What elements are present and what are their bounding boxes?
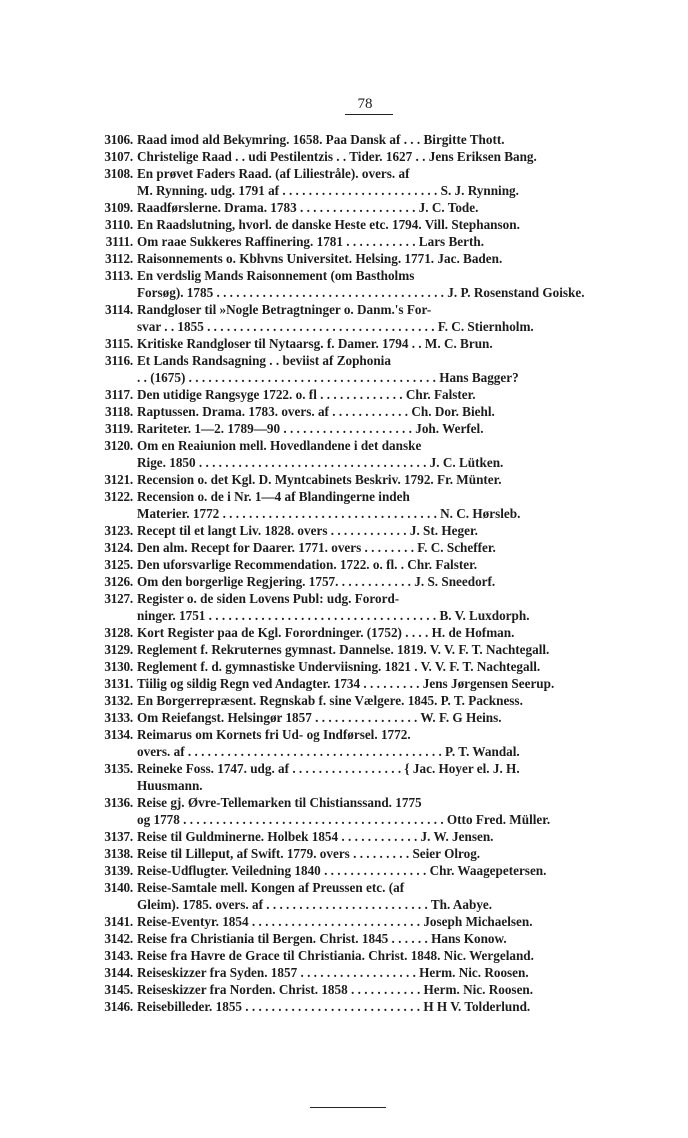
catalog-entry [0,471,688,488]
entry-line [0,182,688,199]
catalog-entry [0,641,688,658]
entry-number: 3144. [104,965,133,980]
entry-number: 3142. [104,931,133,946]
catalog-entry [0,573,688,590]
entry-text: Reise til Guldminerne. Holbek 1854 . . . . . . . . . . . . J. W. Jensen. [137,829,494,844]
entry-line [0,301,688,318]
entry-number: 3124. [104,540,133,555]
entry-number: 3122. [104,489,133,504]
entry-continuation-text: . . (1675) . . . . . . . . . . . . . . . . . . . . . . . . . . . . . . . . . . . . . . Hans Bagger? [137,370,519,385]
entry-number: 3135. [104,761,133,776]
catalog-entry [0,301,688,335]
entry-continuation-text: overs. af . . . . . . . . . . . . . . . . . . . . . . . . . . . . . . . . . . . . . . . P. T. Wandal. [137,744,520,759]
entry-number: 3133. [104,710,133,725]
entry-line [0,284,688,301]
catalog-entry [0,981,688,998]
catalog-entry [0,352,688,386]
footer-rule [310,1107,386,1108]
entry-number: 3123. [104,523,133,538]
catalog-entry [0,216,688,233]
entry-text: Kort Register paa de Kgl. Forordninger. (1752) . . . . H. de Hofman. [137,625,515,640]
entry-line [0,607,688,624]
entry-continuation-text: Forsøg). 1785 . . . . . . . . . . . . . . . . . . . . . . . . . . . . . . . . . . . J. P. Rosenstand Goiske. [137,285,585,300]
entry-line [0,148,688,165]
entry-text: Raptussen. Drama. 1783. overs. af . . . . . . . . . . . . Ch. Dor. Biehl. [137,404,495,419]
entry-number: 3109. [104,200,133,215]
entry-line [0,522,688,539]
catalog-entry [0,709,688,726]
entry-line [0,675,688,692]
entry-line [0,828,688,845]
catalog-entry [0,947,688,964]
catalog-entry [0,488,688,522]
entry-text: En verdslig Mands Raisonnement (om Bastholms [137,268,415,283]
entry-text: Reglement f. Rekruternes gymnast. Dannelse. 1819. V. V. F. T. Nachtegall. [137,642,550,657]
catalog-entry [0,828,688,845]
entry-line [0,471,688,488]
entry-number: 3136. [104,795,133,810]
entry-line [0,335,688,352]
entry-text: Tiilig og sildig Regn ved Andagter. 1734 . . . . . . . . . Jens Jørgensen Seerup. [137,676,555,691]
entry-text: Om den borgerlige Regjering. 1757. . . . . . . . . . . . J. S. Sneedorf. [137,574,496,589]
entry-text: Recension o. de i Nr. 1—4 af Blandingerne indeh [137,489,410,504]
entry-line [0,573,688,590]
catalog-entry [0,165,688,199]
entry-text: Randgloser til »Nogle Betragtninger o. Danm.'s For- [137,302,432,317]
entry-line [0,913,688,930]
entry-text: Reimarus om Kornets fri Ud- og Indførsel. 1772. [137,727,411,742]
entry-line [0,947,688,964]
entry-text: Reiseskizzer fra Norden. Christ. 1858 . . . . . . . . . . . Herm. Nic. Roosen. [137,982,534,997]
entry-text: Reise fra Havre de Grace til Christiania. Christ. 1848. Nic. Wergeland. [137,948,534,963]
catalog-entry [0,658,688,675]
catalog-entry [0,879,688,913]
entry-text: Reise-Samtale mell. Kongen af Preussen etc. (af [137,880,405,895]
entry-line [0,369,688,386]
catalog-entry [0,624,688,641]
entry-text: Reise fra Christiania til Bergen. Christ. 1845 . . . . . . Hans Konow. [137,931,507,946]
entry-number: 3132. [104,693,133,708]
catalog-entry [0,930,688,947]
entry-text: Den uforsvarlige Recommendation. 1722. o. fl. . Chr. Falster. [137,557,478,572]
entry-number: 3131. [104,676,133,691]
entry-line [0,794,688,811]
entry-text: Reglement f. d. gymnastiske Underviisning. 1821 . V. V. F. T. Nachtegall. [137,659,541,674]
catalog-entry [0,522,688,539]
entry-continuation-text: svar . . 1855 . . . . . . . . . . . . . . . . . . . . . . . . . . . . . . . . . . . F. C. Stiernholm. [137,319,534,334]
entry-line [0,726,688,743]
entry-line [0,267,688,284]
entry-line [0,709,688,726]
entry-number: 3128. [104,625,133,640]
catalog-entry [0,199,688,216]
entry-text: Et Lands Randsagning . . beviist af Zophonia [137,353,391,368]
catalog-entry [0,403,688,420]
entry-number: 3107. [104,149,133,164]
entry-continuation-text: Rige. 1850 . . . . . . . . . . . . . . . . . . . . . . . . . . . . . . . . . . . J. C. Lütken. [137,455,504,470]
entry-line [0,216,688,233]
entry-line [0,896,688,913]
entry-number: 3141. [104,914,133,929]
entry-line [0,777,688,794]
entry-text: Reise gj. Øvre-Tellemarken til Chistianssand. 1775 [137,795,422,810]
catalog-entry [0,845,688,862]
entry-text: Raadførslerne. Drama. 1783 . . . . . . . . . . . . . . . . . . J. C. Tode. [137,200,479,215]
entry-line [0,998,688,1015]
entry-line [0,641,688,658]
entry-number: 3106. [104,132,133,147]
entry-text: Raisonnements o. Kbhvns Universitet. Helsing. 1771. Jac. Baden. [137,251,503,266]
entry-line [0,454,688,471]
entry-number: 3116. [105,353,133,368]
entry-line [0,811,688,828]
entry-text: En Raadslutning, hvorl. de danske Heste etc. 1794. Vill. Stephanson. [137,217,520,232]
entry-number: 3127. [104,591,133,606]
entry-number: 3112. [105,251,133,266]
entry-text: Christelige Raad . . udi Pestilentzis . . Tider. 1627 . . Jens Eriksen Bang. [137,149,537,164]
entry-text: Reise-Udflugter. Veiledning 1840 . . . . . . . . . . . . . . . . Chr. Waagepetersen. [137,863,547,878]
entry-line [0,488,688,505]
entry-line [0,743,688,760]
catalog-entry [0,675,688,692]
entry-text: Reiseskizzer fra Syden. 1857 . . . . . . . . . . . . . . . . . . Herm. Nic. Roosen. [137,965,529,980]
entry-line [0,658,688,675]
catalog-entry [0,760,688,794]
catalog-list [0,131,688,1015]
entry-number: 3146. [104,999,133,1014]
entry-text: Recension o. det Kgl. D. Myntcabinets Beskriv. 1792. Fr. Münter. [137,472,502,487]
entry-line [0,879,688,896]
entry-text: Register o. de siden Lovens Publ: udg. Forord- [137,591,400,606]
entry-number: 3125. [104,557,133,572]
entry-line [0,692,688,709]
entry-continuation-text: ninger. 1751 . . . . . . . . . . . . . . . . . . . . . . . . . . . . . . . . . . . B. V. Luxdorph. [137,608,530,623]
entry-text: Reise til Lilleput, af Swift. 1779. overs . . . . . . . . . Seier Olrog. [137,846,481,861]
entry-line [0,403,688,420]
entry-text: Raad imod ald Bekymring. 1658. Paa Dansk af . . . Birgitte Thott. [137,132,505,147]
entry-number: 3114. [105,302,133,317]
catalog-entry [0,964,688,981]
entry-line [0,556,688,573]
entry-number: 3113. [105,268,133,283]
entry-number: 3143. [104,948,133,963]
catalog-entry [0,386,688,403]
entry-number: 3119. [105,421,133,436]
entry-line [0,437,688,454]
catalog-entry [0,692,688,709]
catalog-entry [0,420,688,437]
entry-number: 3118. [105,404,133,419]
entry-line [0,539,688,556]
entry-continuation-text: og 1778 . . . . . . . . . . . . . . . . . . . . . . . . . . . . . . . . . . . . . . . . Otto Fred. Müller. [137,812,551,827]
catalog-entry [0,131,688,148]
entry-line [0,386,688,403]
entry-line [0,760,688,777]
entry-continuation-text: Gleim). 1785. overs. af . . . . . . . . . . . . . . . . . . . . . . . . . Th. Aabye. [137,897,493,912]
entry-continuation-text: Materier. 1772 . . . . . . . . . . . . . . . . . . . . . . . . . . . . . . . . . N. C. Hørsleb. [137,506,521,521]
entry-number: 3140. [104,880,133,895]
entry-line [0,862,688,879]
entry-line [0,250,688,267]
catalog-entry [0,539,688,556]
entry-text: Kritiske Randgloser til Nytaarsg. f. Damer. 1794 . . M. C. Brun. [137,336,493,351]
catalog-entry [0,862,688,879]
entry-text: Reineke Foss. 1747. udg. af . . . . . . . . . . . . . . . . . { Jac. Hoyer el. J. H. [137,761,520,776]
entry-number: 3111. [105,234,133,249]
entry-text: Den alm. Recept for Daarer. 1771. overs . . . . . . . . F. C. Scheffer. [137,540,496,555]
entry-number: 3137. [104,829,133,844]
catalog-entry [0,148,688,165]
entry-line [0,352,688,369]
catalog-entry [0,250,688,267]
entry-line [0,165,688,182]
entry-number: 3129. [104,642,133,657]
entry-number: 3120. [104,438,133,453]
entry-text: Om en Reaiunion mell. Hovedlandene i det danske [137,438,422,453]
entry-text: Reise-Eventyr. 1854 . . . . . . . . . . . . . . . . . . . . . . . . . . Joseph Michaelsen. [137,914,533,929]
catalog-entry [0,913,688,930]
entry-line [0,318,688,335]
catalog-entry [0,267,688,301]
catalog-entry [0,335,688,352]
entry-number: 3126. [104,574,133,589]
entry-line [0,233,688,250]
entry-line [0,930,688,947]
entry-continuation-text: M. Rynning. udg. 1791 af . . . . . . . . . . . . . . . . . . . . . . . . S. J. Rynning. [137,183,519,198]
entry-line [0,590,688,607]
entry-number: 3115. [105,336,133,351]
entry-line [0,845,688,862]
entry-number: 3138. [104,846,133,861]
entry-line [0,131,688,148]
entry-line [0,981,688,998]
entry-text: En prøvet Faders Raad. (af Liliestråle). overs. af [137,166,410,181]
entry-text: Reisebilleder. 1855 . . . . . . . . . . . . . . . . . . . . . . . . . . . H H V. Tolderlund. [137,999,531,1014]
page-number-rule [345,114,393,115]
entry-continuation-text: Huusmann. [137,778,203,793]
entry-text: Rariteter. 1—2. 1789—90 . . . . . . . . . . . . . . . . . . . . Joh. Werfel. [137,421,484,436]
entry-text: En Borgerrepræsent. Regnskab f. sine Vælgere. 1845. P. T. Packness. [137,693,523,708]
entry-number: 3134. [104,727,133,742]
catalog-entry [0,998,688,1015]
catalog-entry [0,556,688,573]
entry-line [0,624,688,641]
entry-number: 3130. [104,659,133,674]
catalog-entry [0,233,688,250]
entry-line [0,420,688,437]
entry-number: 3121. [104,472,133,487]
entry-number: 3139. [104,863,133,878]
catalog-entry [0,726,688,760]
entry-line [0,964,688,981]
entry-text: Den utidige Rangsyge 1722. o. fl . . . . . . . . . . . . . Chr. Falster. [137,387,476,402]
catalog-entry [0,437,688,471]
entry-line [0,505,688,522]
entry-number: 3145. [104,982,133,997]
page-number: 78 [357,96,373,112]
entry-text: Om Reiefangst. Helsingør 1857 . . . . . . . . . . . . . . . . W. F. G Heins. [137,710,502,725]
entry-line [0,199,688,216]
entry-number: 3108. [104,166,133,181]
entry-text: Om raae Sukkeres Raffinering. 1781 . . . . . . . . . . . Lars Berth. [137,234,485,249]
catalog-entry [0,794,688,828]
entry-text: Recept til et langt Liv. 1828. overs . . . . . . . . . . . . J. St. Heger. [137,523,478,538]
catalog-entry [0,590,688,624]
entry-number: 3110. [105,217,133,232]
entry-number: 3117. [105,387,133,402]
